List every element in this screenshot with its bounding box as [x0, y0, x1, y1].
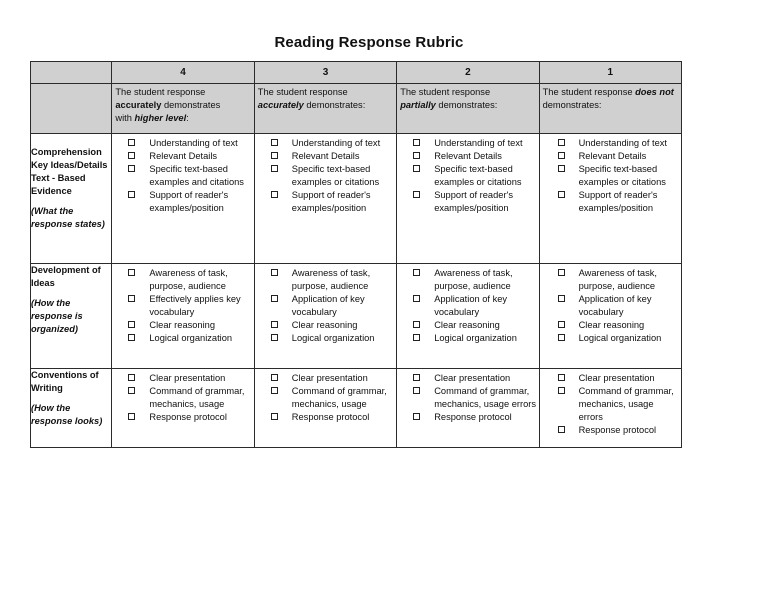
checklist-item-text: Awareness of task, purpose, audience [434, 268, 513, 291]
checklist-item-text: Response protocol [149, 412, 227, 422]
checkbox-icon [558, 374, 565, 381]
checklist-item [126, 189, 251, 215]
checklist-item [556, 319, 679, 332]
checkbox-icon [271, 387, 278, 394]
checklist-item [269, 411, 394, 424]
rubric-cell [112, 369, 254, 448]
rubric-cell [112, 264, 254, 369]
checklist-item-text: Understanding of text [149, 138, 238, 148]
checkbox-icon [128, 374, 135, 381]
rubric-cell [254, 264, 396, 369]
checkbox-icon [271, 191, 278, 198]
checklist-item-text: Relevant Details [434, 151, 502, 161]
checklist-item [126, 319, 251, 332]
rubric-cell [539, 369, 681, 448]
checkbox-icon [558, 295, 565, 302]
checklist-item-text: Clear reasoning [291, 320, 358, 330]
checkbox-icon [271, 165, 278, 172]
checkbox-icon [558, 269, 565, 276]
checkbox-icon [558, 139, 565, 146]
checkbox-icon [413, 165, 420, 172]
checkbox-icon [128, 152, 135, 159]
checklist-item [411, 332, 536, 345]
checkbox-icon [413, 152, 420, 159]
criterion-label-development: Development of Ideas (How the response is organized) [31, 264, 112, 369]
checklist [255, 369, 396, 424]
score-header-1: 1 [539, 62, 681, 84]
checklist [255, 134, 396, 215]
checkbox-icon [128, 295, 135, 302]
checklist-item-text: Awareness of task, purpose, audience [149, 268, 228, 291]
checklist-item [269, 137, 394, 150]
checklist-item [411, 189, 536, 215]
checklist-item [126, 293, 251, 319]
checklist-item [411, 319, 536, 332]
checkbox-icon [558, 191, 565, 198]
checklist-item-text: Understanding of text [434, 138, 523, 148]
descriptor-row [31, 84, 682, 134]
checklist [112, 134, 253, 215]
checklist-item [411, 163, 536, 189]
checkbox-icon [558, 152, 565, 159]
criterion-label-comprehension: Comprehension Key Ideas/Details Text - Based Evidence (What the response states) [31, 134, 112, 264]
checkbox-icon [413, 269, 420, 276]
checklist-item-text: Relevant Details [149, 151, 218, 161]
checkbox-icon [128, 191, 135, 198]
checklist-item [126, 332, 251, 345]
checklist-item-text: Logical organization [578, 333, 662, 343]
checklist-item [411, 293, 536, 319]
checklist [112, 369, 253, 424]
checklist-item [126, 411, 251, 424]
rubric-cell [397, 369, 539, 448]
checkbox-icon [558, 321, 565, 328]
descriptor-3: The student response accurately demonstrates: [254, 84, 396, 134]
checklist-item [126, 267, 251, 293]
rubric-cell [539, 134, 681, 264]
checkbox-icon [128, 334, 135, 341]
checklist-item [126, 137, 251, 150]
descriptor-1: The student response does not demonstrates: [539, 84, 681, 134]
checklist-item [556, 163, 679, 189]
checklist-item-text: Specific text-based examples and citations [149, 164, 244, 187]
checklist-item-text: Logical organization [149, 333, 233, 343]
checklist-item-text: Specific text-based examples or citations [291, 164, 380, 187]
checklist-item-text: Relevant Details [291, 151, 360, 161]
checkbox-icon [558, 387, 565, 394]
checklist-item [269, 267, 394, 293]
checklist-item [269, 385, 394, 411]
checklist-item-text: Clear presentation [434, 373, 511, 383]
checklist-item [126, 150, 251, 163]
checkbox-icon [413, 413, 420, 420]
checklist-item [556, 385, 679, 424]
checklist-item [556, 150, 679, 163]
criterion-row-comprehension [31, 134, 682, 264]
checkbox-icon [128, 139, 135, 146]
descriptor-2: The student response partially demonstrates: [397, 84, 539, 134]
checklist-item-text: Awareness of task, purpose, audience [291, 268, 371, 291]
checklist-item [269, 332, 394, 345]
checkbox-icon [413, 321, 420, 328]
checklist-item [126, 163, 251, 189]
checklist-item-text: Clear reasoning [434, 320, 500, 330]
checklist-item [126, 385, 251, 411]
score-header-4: 4 [112, 62, 254, 84]
checkbox-icon [413, 387, 420, 394]
checkbox-icon [558, 334, 565, 341]
checklist-item [556, 332, 679, 345]
checkbox-icon [271, 321, 278, 328]
checklist-item-text: Understanding of text [578, 138, 667, 148]
checklist-item-text: Support of reader's examples/position [578, 190, 658, 213]
checklist-item [556, 372, 679, 385]
checklist-item-text: Clear presentation [149, 373, 226, 383]
checklist-item-text: Support of reader's examples/position [434, 190, 513, 213]
checklist-item-text: Awareness of task, purpose, audience [578, 268, 657, 291]
checklist-item [411, 372, 536, 385]
rubric-table [30, 61, 682, 448]
checkbox-icon [413, 139, 420, 146]
checklist-item [269, 319, 394, 332]
descriptor-corner-cell [31, 84, 112, 134]
checklist [397, 369, 538, 424]
checklist-item [269, 372, 394, 385]
checklist-item [269, 189, 394, 215]
checklist-item [556, 267, 679, 293]
checkbox-icon [413, 191, 420, 198]
checklist-item [411, 267, 536, 293]
checkbox-icon [271, 334, 278, 341]
checklist-item [269, 150, 394, 163]
checklist-item-text: Response protocol [434, 412, 512, 422]
checklist-item-text: Specific text-based examples or citations [578, 164, 666, 187]
score-header-row [31, 62, 682, 84]
rubric-cell [397, 134, 539, 264]
checklist-item [556, 293, 679, 319]
checklist [397, 264, 538, 345]
criterion-label-conventions: Conventions of Writing (How the response looks) [31, 369, 112, 448]
criterion-row-conventions [31, 369, 682, 448]
checklist [255, 264, 396, 345]
descriptor-4: The student response accurately demonstrates with higher level: [112, 84, 254, 134]
checklist-item [411, 150, 536, 163]
checklist [540, 264, 681, 345]
checkbox-icon [128, 413, 135, 420]
checkbox-icon [271, 374, 278, 381]
checklist-item-text: Application of key vocabulary [291, 294, 365, 317]
score-header-2: 2 [397, 62, 539, 84]
checklist-item-text: Application of key vocabulary [434, 294, 508, 317]
rubric-cell [254, 369, 396, 448]
checklist [112, 264, 253, 345]
checkbox-icon [128, 387, 135, 394]
checklist-item-text: Response protocol [578, 425, 657, 435]
checkbox-icon [271, 295, 278, 302]
checklist-item-text: Response protocol [291, 412, 370, 422]
checklist-item-text: Command of grammar, mechanics, usage [149, 386, 245, 409]
checklist-item-text: Logical organization [434, 333, 517, 343]
checklist-item-text: Command of grammar, mechanics, usage errors [434, 386, 536, 409]
checkbox-icon [271, 269, 278, 276]
checklist-item [411, 411, 536, 424]
checklist [540, 369, 681, 437]
checklist-item-text: Command of grammar, mechanics, usage [291, 386, 387, 409]
checklist-item-text: Effectively applies key vocabulary [149, 294, 241, 317]
checkbox-icon [413, 374, 420, 381]
checklist-item-text: Command of grammar, mechanics, usage errors [578, 386, 674, 422]
rubric-cell [112, 134, 254, 264]
checkbox-icon [413, 334, 420, 341]
checklist-item [556, 137, 679, 150]
checklist-item-text: Clear presentation [578, 373, 655, 383]
checklist [397, 134, 538, 215]
checklist-item [411, 385, 536, 411]
checklist-item [269, 163, 394, 189]
rubric-cell [254, 134, 396, 264]
checklist-item [126, 372, 251, 385]
checkbox-icon [271, 152, 278, 159]
checklist-item [411, 137, 536, 150]
checklist-item-text: Specific text-based examples or citations [434, 164, 522, 187]
checkbox-icon [128, 269, 135, 276]
checklist-item [556, 424, 679, 437]
checklist [540, 134, 681, 215]
rubric-cell [539, 264, 681, 369]
checklist-item-text: Clear reasoning [578, 320, 645, 330]
checkbox-icon [413, 295, 420, 302]
checkbox-icon [558, 165, 565, 172]
checklist-item-text: Application of key vocabulary [578, 294, 652, 317]
criterion-row-development [31, 264, 682, 369]
checklist-item-text: Logical organization [291, 333, 375, 343]
header-corner-cell [31, 62, 112, 84]
checklist-item [269, 293, 394, 319]
score-header-3: 3 [254, 62, 396, 84]
checkbox-icon [558, 426, 565, 433]
checkbox-icon [128, 321, 135, 328]
checklist-item [556, 189, 679, 215]
checkbox-icon [128, 165, 135, 172]
checklist-item-text: Understanding of text [291, 138, 381, 148]
checklist-item-text: Relevant Details [578, 151, 647, 161]
rubric-cell [397, 264, 539, 369]
checklist-item-text: Clear reasoning [149, 320, 216, 330]
checklist-item-text: Clear presentation [291, 373, 368, 383]
checklist-item-text: Support of reader's examples/position [291, 190, 371, 213]
checklist-item-text: Support of reader's examples/position [149, 190, 229, 213]
page-title: Reading Response Rubric [274, 34, 464, 51]
checkbox-icon [271, 413, 278, 420]
checkbox-icon [271, 139, 278, 146]
